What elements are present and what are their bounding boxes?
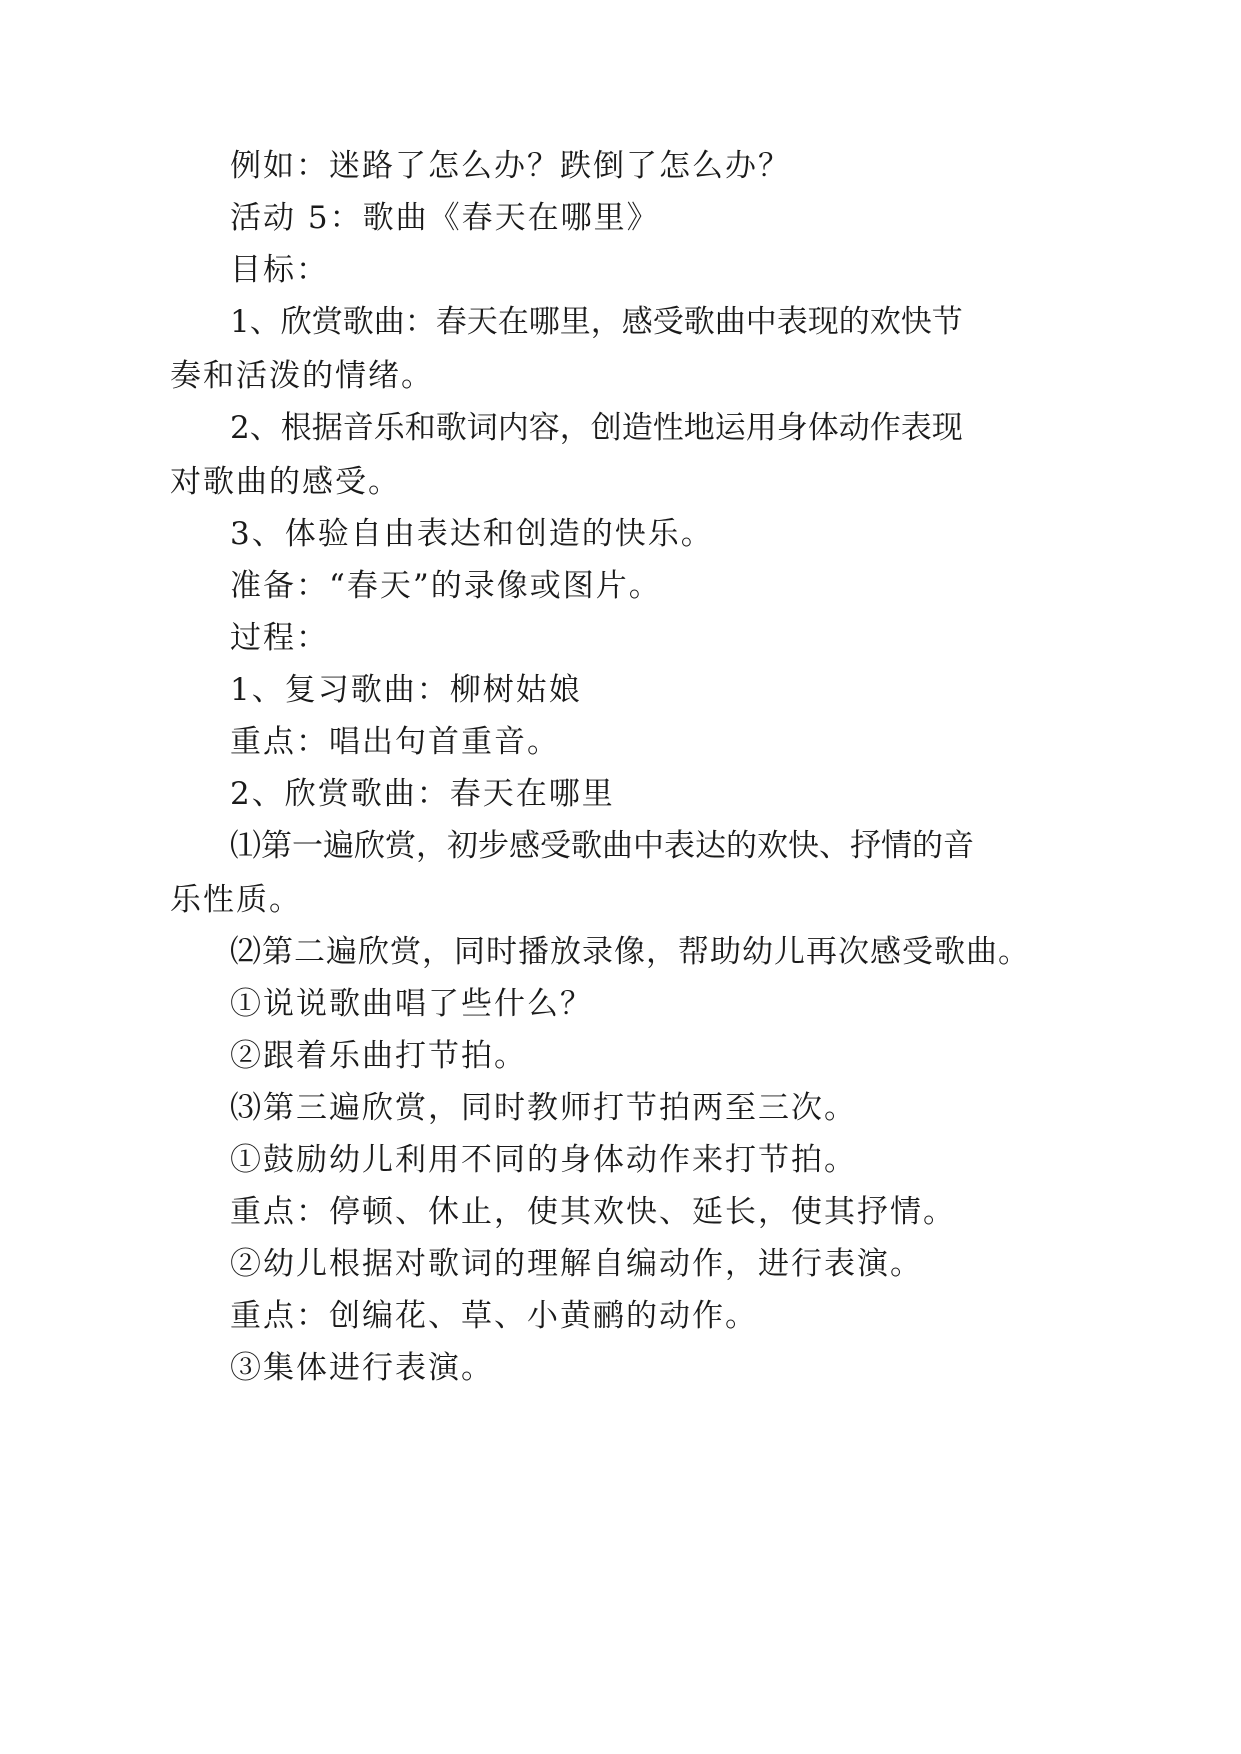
listening-3-key-point-2: 重点：创编花、草、小黄鹂的动作。 [230, 1298, 758, 1334]
goals-heading: 目标： [230, 252, 329, 288]
process-heading: 过程： [230, 620, 329, 656]
goal-1-line-2: 奏和活泼的情绪。 [170, 358, 434, 394]
listening-1-line-1: ⑴第一遍欣赏，初步感受歌曲中表达的欢快、抒情的音 [230, 828, 974, 864]
listening-3-key-point-1: 重点：停顿、休止，使其欢快、延长，使其抒情。 [230, 1194, 956, 1230]
goal-2-line-1: 2、根据音乐和歌词内容，创造性地运用身体动作表现 [230, 410, 963, 446]
goal-3: 3、体验自由表达和创造的快乐。 [230, 516, 714, 552]
goal-2-line-2: 对歌曲的感受。 [170, 464, 401, 500]
step-1: 1、复习歌曲：柳树姑娘 [230, 672, 582, 708]
listening-1-line-2: 乐性质。 [170, 882, 302, 918]
step-1-key-point: 重点：唱出句首重音。 [230, 724, 560, 760]
step-2: 2、欣赏歌曲：春天在哪里 [230, 776, 615, 812]
listening-2-item-1: ①说说歌曲唱了些什么？ [230, 986, 593, 1022]
listening-3: ⑶第三遍欣赏，同时教师打节拍两至三次。 [230, 1090, 857, 1126]
listening-2: ⑵第二遍欣赏，同时播放录像，帮助幼儿再次感受歌曲。 [230, 934, 1030, 970]
listening-3-item-1: ①鼓励幼儿利用不同的身体动作来打节拍。 [230, 1142, 857, 1178]
listening-2-item-2: ②跟着乐曲打节拍。 [230, 1038, 527, 1074]
preparation: 准备：“春天”的录像或图片。 [230, 568, 662, 604]
goal-1-line-1: 1、欣赏歌曲：春天在哪里，感受歌曲中表现的欢快节 [230, 304, 963, 340]
activity-heading: 活动 5：歌曲《春天在哪里》 [230, 200, 660, 236]
paragraph-example-questions: 例如：迷路了怎么办？跌倒了怎么办？ [230, 148, 791, 184]
listening-3-item-3: ③集体进行表演。 [230, 1350, 494, 1386]
listening-3-item-2: ②幼儿根据对歌词的理解自编动作，进行表演。 [230, 1246, 923, 1282]
